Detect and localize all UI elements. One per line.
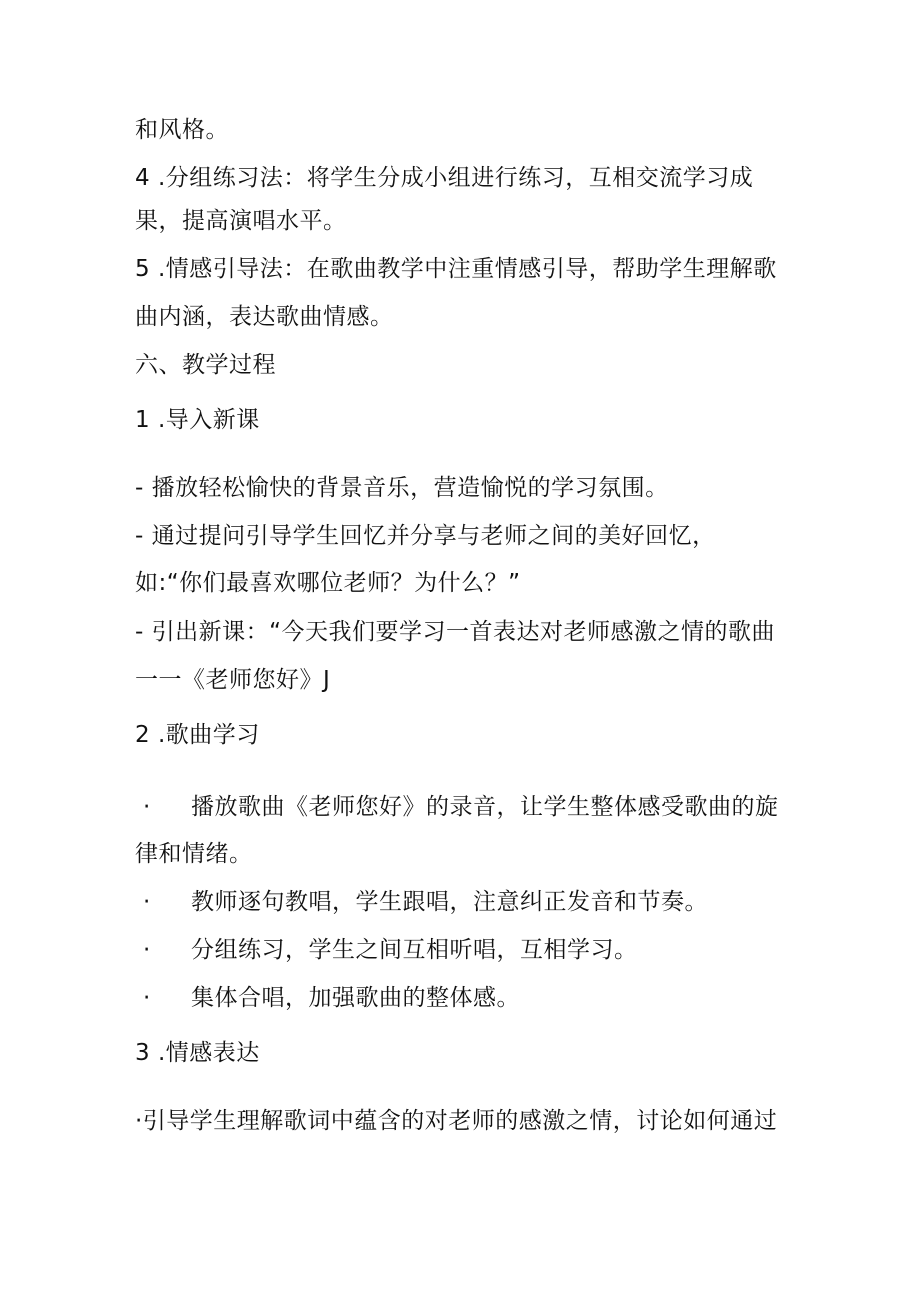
- text-line: ·引导学生理解歌词中蕴含的对老师的感激之情，讨论如何通过: [135, 1108, 778, 1134]
- text-line: 曲内涵，表达歌曲情感。: [135, 304, 394, 330]
- text-line: 5 .情感引导法：在歌曲教学中注重情感引导，帮助学生理解歌: [135, 256, 777, 282]
- text-line: 一一《老师您好》J: [135, 667, 331, 693]
- subsection-heading: 1 .导入新课: [135, 407, 260, 433]
- list-item: [135, 887, 708, 917]
- list-item-text: 分组练习，学生之间互相听唱，互相学习。: [191, 937, 638, 963]
- text-line: - 播放轻松愉快的背景音乐，营造愉悦的学习氛围。: [135, 475, 669, 501]
- subsection-heading: 3 .情感表达: [135, 1040, 260, 1066]
- bullet-icon: ·: [143, 985, 151, 1011]
- list-item-text: 集体合唱，加强歌曲的整体感。: [191, 985, 520, 1011]
- text-line: - 通过提问引导学生回忆并分享与老师之间的美好回忆，: [135, 523, 716, 549]
- bullet-icon: ·: [143, 937, 151, 963]
- list-item: [135, 935, 638, 965]
- list-item: [135, 983, 520, 1013]
- bullet-icon: ·: [143, 889, 151, 915]
- section-heading: 六、教学过程: [135, 352, 276, 378]
- text-line: 和风格。: [135, 117, 229, 143]
- subsection-heading: 2 .歌曲学习: [135, 722, 260, 748]
- list-item-text: 播放歌曲《老师您好》的录音，让学生整体感受歌曲的旋: [191, 794, 779, 820]
- text-line: 4 .分组练习法：将学生分成小组进行练习，互相交流学习成: [135, 165, 754, 191]
- text-line: 如:“你们最喜欢哪位老师？为什么？”: [135, 570, 521, 596]
- text-line: - 引出新课：“今天我们要学习一首表达对老师感激之情的歌曲: [135, 619, 776, 645]
- text-line: 果，提高演唱水平。: [135, 208, 347, 234]
- text-line: 律和情绪。: [135, 841, 253, 867]
- list-item: [135, 792, 779, 822]
- list-item-text: 教师逐句教唱，学生跟唱，注意纠正发音和节奏。: [191, 889, 708, 915]
- bullet-icon: ·: [143, 794, 151, 820]
